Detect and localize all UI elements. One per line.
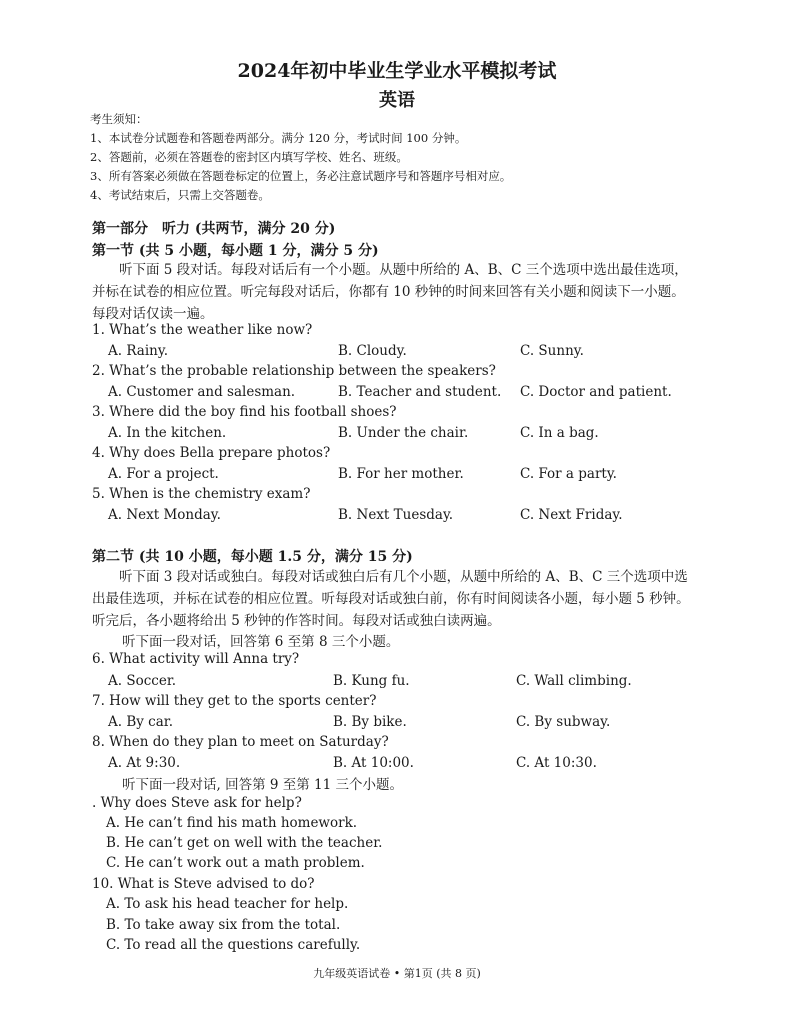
question-5: 5. When is the chemistry exam?: [92, 486, 311, 502]
question-2: 2. What’s the probable relationship between the speakers?: [92, 363, 496, 379]
option-a: A. Rainy.: [108, 343, 168, 359]
question-9: . Why does Steve ask for help?: [92, 795, 302, 811]
question-6: 6. What activity will Anna try?: [92, 651, 300, 667]
option-b: B. Under the chair.: [338, 425, 469, 441]
option-c: C. Next Friday.: [520, 507, 623, 523]
candidate-notice: [90, 110, 511, 205]
exam-subject: 英语: [379, 90, 415, 111]
part1-heading: 第一部分 听力 (共两节，满分 20 分): [92, 221, 336, 237]
question-1: 1. What’s the weather like now?: [92, 322, 313, 338]
option-a: A. Soccer.: [108, 673, 177, 689]
question-10: 10. What is Steve advised to do?: [92, 876, 315, 892]
question-4: 4. Why does Bella prepare photos?: [92, 445, 331, 461]
notice-item: 2、答题前，必须在答题卷的密封区内填写学校、姓名、班级。: [90, 150, 408, 164]
option-a: A. At 9:30.: [108, 755, 181, 771]
dialog2-note: 听下面一段对话, 回答第 9 至第 11 三个小题。: [122, 777, 404, 793]
option-a: A. Next Monday.: [108, 507, 221, 523]
option-c: C. For a party.: [520, 466, 617, 482]
option-b: B. He can’t get on well with the teacher.: [106, 835, 383, 851]
option-c: C. In a bag.: [520, 425, 599, 441]
option-b: B. For her mother.: [338, 466, 464, 482]
option-c: C. Wall climbing.: [516, 673, 632, 689]
question-3: 3. Where did the boy find his football shoes?: [92, 404, 397, 420]
option-a: A. In the kitchen.: [108, 425, 227, 441]
section2-instructions: 听下面 3 段对话或独白。每段对话或独白后有几个小题，从题中所给的 A、B、C 三个选项中选出最佳选项，并标在试卷的相应位置。听每段对话或独白前，你有时间阅读各小题，每小题 5 秒钟。听完后，各小题将给出 5 秒钟的作答时间。每段对话或独白读两遍。: [92, 569, 690, 629]
option-c: C. To read all the questions carefully.: [106, 937, 361, 953]
exam-title: 2024年初中毕业生学业水平模拟考试: [237, 60, 557, 82]
option-a: A. For a project.: [108, 466, 219, 482]
option-a: A. To ask his head teacher for help.: [106, 896, 349, 912]
option-b: B. To take away six from the total.: [106, 917, 341, 933]
section1-heading: 第一节 (共 5 小题，每小题 1 分，满分 5 分): [92, 243, 379, 259]
page-footer: 九年级英语试卷 • 第1页 (共 8 页): [313, 967, 481, 980]
option-c: C. He can’t work out a math problem.: [106, 855, 365, 871]
notice-item: 3、所有答案必须做在答题卷标定的位置上，务必注意试题序号和答题序号相对应。: [90, 169, 512, 183]
option-c: C. At 10:30.: [516, 755, 597, 771]
option-a: A. Customer and salesman.: [108, 384, 296, 400]
option-b: B. Kung fu.: [333, 673, 410, 689]
section2-heading: 第二节 (共 10 小题，每小题 1.5 分，满分 15 分): [92, 549, 413, 565]
question-7: 7. How will they get to the sports center?: [92, 693, 377, 709]
option-b: B. Next Tuesday.: [338, 507, 454, 523]
option-c: C. Sunny.: [520, 343, 584, 359]
section1-instructions: 听下面 5 段对话。每段对话后有一个小题。从题中所给的 A、B、C 三个选项中选出最佳选项，并标在试卷的相应位置。听完每段对话后，你都有 10 秒钟的时间来回答有关小题和阅读下一小题。每段对话仅读一遍。: [92, 262, 688, 322]
option-b: B. Teacher and student.: [338, 384, 502, 400]
notice-heading: 考生须知：: [90, 112, 148, 126]
option-b: B. Cloudy.: [338, 343, 407, 359]
option-b: B. At 10:00.: [333, 755, 414, 771]
notice-item: 1、本试卷分试题卷和答题卷两部分。满分 120 分，考试时间 100 分钟。: [90, 131, 467, 145]
option-c: C. Doctor and patient.: [520, 384, 672, 400]
notice-item: 4、考试结束后，只需上交答题卷。: [90, 188, 270, 202]
dialog1-note: 听下面一段对话，回答第 6 至第 8 三个小题。: [122, 634, 400, 650]
option-c: C. By subway.: [516, 714, 611, 730]
option-a: A. By car.: [108, 714, 174, 730]
option-b: B. By bike.: [333, 714, 407, 730]
question-8: 8. When do they plan to meet on Saturday?: [92, 734, 389, 750]
option-a: A. He can’t find his math homework.: [106, 815, 358, 831]
